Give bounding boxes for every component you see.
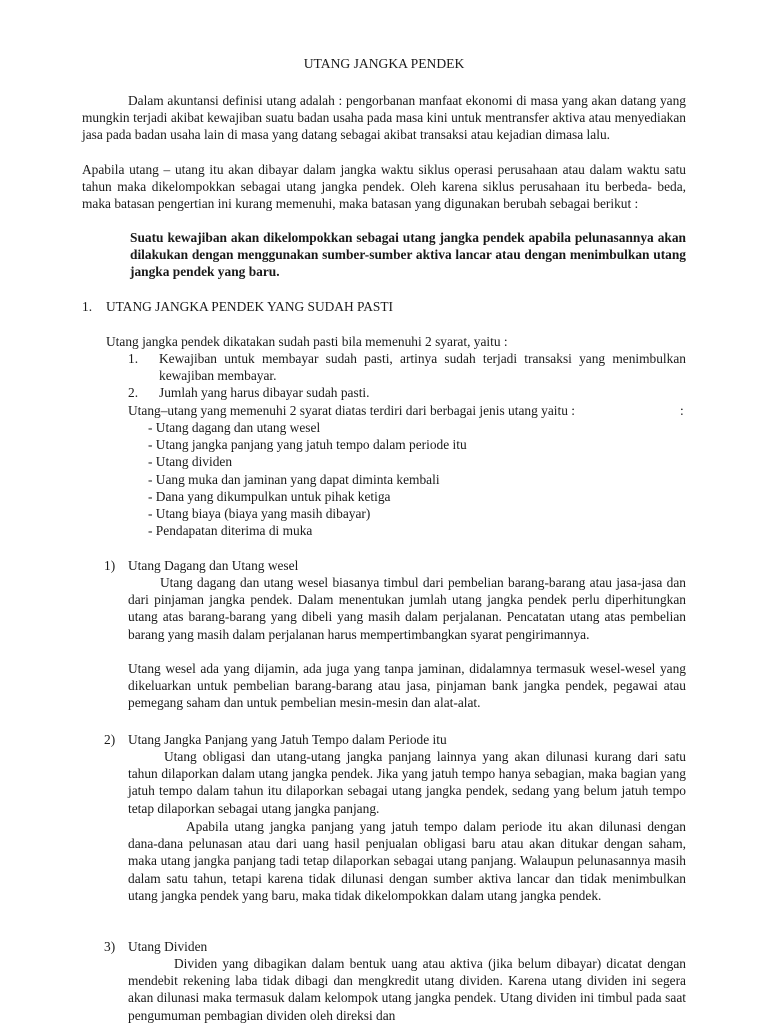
list-item: - Utang dividen (148, 454, 233, 470)
definition-bold-paragraph: Suatu kewajiban akan dikelompokkan sebagai utang jangka pendek apabila pelunasannya akan dilakukan dengan menggunakan sumber-sumber aktiva lancar atau dengan menimbulkan utang jangka pendek yang baru. (130, 230, 686, 280)
condition-number: 1. (128, 351, 139, 366)
list-item: - Pendapatan diterima di muka (148, 523, 313, 539)
condition-text: Kewajiban untuk membayar sudah pasti, artinya sudah terjadi transaksi yang menimbulkan kewajiban membayar. (159, 351, 686, 384)
sub-1-paragraph-1: Utang dagang dan utang wesel biasanya timbul dari pembelian barang-barang atau jasa-jasa dan dari pinjaman jangka pendek. Dalam menentukan jumlah utang jangka pendek perlu diperhitungkan utang atas barang-barang yang dibeli yang masih dalam perjalanan. Pencatatan utang atas pembelian barang yang masih dalam perjalanan harus mempertimbangkan syarat pengirimannya. (128, 575, 686, 642)
list-item: - Uang muka dan jaminan yang dapat diminta kembali (148, 471, 440, 487)
section-1-number: 1. (82, 299, 93, 314)
sub-1-paragraph-2: Utang wesel ada yang dijamin, ada juga yang tanpa jaminan, didalamnya termasuk wesel-wesel yang dikeluarkan untuk pembelian barang-barang atau jasa, pinjaman bank jangka pendek, pegawai atau pemegang saham dan untuk pembelian mesin-mesin dan alat-alat. (128, 661, 686, 711)
sub-2-number: 2) (104, 732, 116, 747)
types-lead (128, 402, 686, 419)
condition-item (128, 350, 686, 384)
section-1-heading: UTANG JANGKA PENDEK YANG SUDAH PASTI (106, 299, 393, 314)
sub-1-heading: Utang Dagang dan Utang wesel (128, 558, 299, 573)
types-lead-text: Utang–utang yang memenuhi 2 syarat diatas terdiri dari berbagai jenis utang yaitu : (128, 403, 575, 418)
utang-types-list (148, 419, 467, 539)
sub-1-number: 1) (104, 558, 116, 573)
conditions-list (128, 350, 686, 402)
list-item: - Utang jangka panjang yang jatuh tempo dalam periode itu (148, 437, 467, 453)
intro-paragraph-2: Apabila utang – utang itu akan dibayar dalam jangka waktu siklus operasi perusahaan atau dalam waktu satu tahun maka dikelompokkan sebagai utang jangka pendek. Oleh karena siklus perusahaan itu berbeda- beda, maka batasan pengertian ini kurang memenuhi, maka batasan yang digunakan berubah sebagai berikut : (82, 162, 686, 212)
intro-paragraph-1: Dalam akuntansi definisi utang adalah : pengorbanan manfaat ekonomi di masa yang akan datang yang mungkin terjadi akibat kewajiban suatu badan usaha pada masa kini untuk mentransfer aktiva atau menyediakan jasa pada badan usaha lain di masa yang datang sebagai akibat transaksi atau kejadian dimasa lalu. (82, 93, 686, 143)
sub-3-number: 3) (104, 939, 116, 954)
sub-2-paragraph-1: Utang obligasi dan utang-utang jangka panjang lainnya yang akan dilunasi kurang dari satu tahun dilaporkan dalam utang jangka pendek. Jika yang jatuh tempo hanya sebagian, maka bagian yang jatuh tempo dalam tahun itu dilaporkan sebagai utang jangka pendek, sedang yang belum jatuh tempo tetap dilaporkan sebagai utang jangka panjang. (128, 749, 686, 816)
types-lead-colon: : (680, 403, 684, 418)
condition-item (128, 384, 686, 401)
condition-number: 2. (128, 385, 139, 401)
sub-2-paragraph-2: Apabila utang jangka panjang yang jatuh tempo dalam periode itu akan dilunasi dengan dana-dana pelunasan atau dari uang hasil penjualan obligasi baru atau akan ditukar dengan saham, maka utang jangka panjang tadi tetap dilaporkan sebagai utang panjang. Walaupun pelunasannya masih dalam satu tahun, tetapi karena tidak dilunasi dengan sumber aktiva lancar dan tidak menimbulkan utang jangka pendek yang baru, maka tidak dikelompokkan dalam utang jangka pendek. (128, 819, 686, 903)
document-title: UTANG JANGKA PENDEK (303, 56, 465, 71)
condition-text: Jumlah yang harus dibayar sudah pasti. (159, 385, 370, 401)
sub-3-paragraph-1: Dividen yang dibagikan dalam bentuk uang atau aktiva (jika belum dibayar) dicatat dengan mendebit rekening laba tidak dibagi dan mengkredit utang dividen. Karena utang dividen ini segera akan dilunasi maka termasuk dalam kelompok utang jangka pendek. Utang dividen ini timbul pada saat pengumuman pembagian dividen oleh direksi dan (128, 956, 686, 1023)
section-1-lead: Utang jangka pendek dikatakan sudah pasti bila memenuhi 2 syarat, yaitu : (106, 334, 508, 349)
list-item: - Utang biaya (biaya yang masih dibayar) (148, 506, 371, 522)
list-item: - Dana yang dikumpulkan untuk pihak ketiga (148, 488, 391, 504)
sub-2-heading: Utang Jangka Panjang yang Jatuh Tempo dalam Periode itu (128, 732, 447, 747)
list-item: - Utang dagang dan utang wesel (148, 420, 321, 435)
sub-3-heading: Utang Dividen (128, 939, 208, 954)
